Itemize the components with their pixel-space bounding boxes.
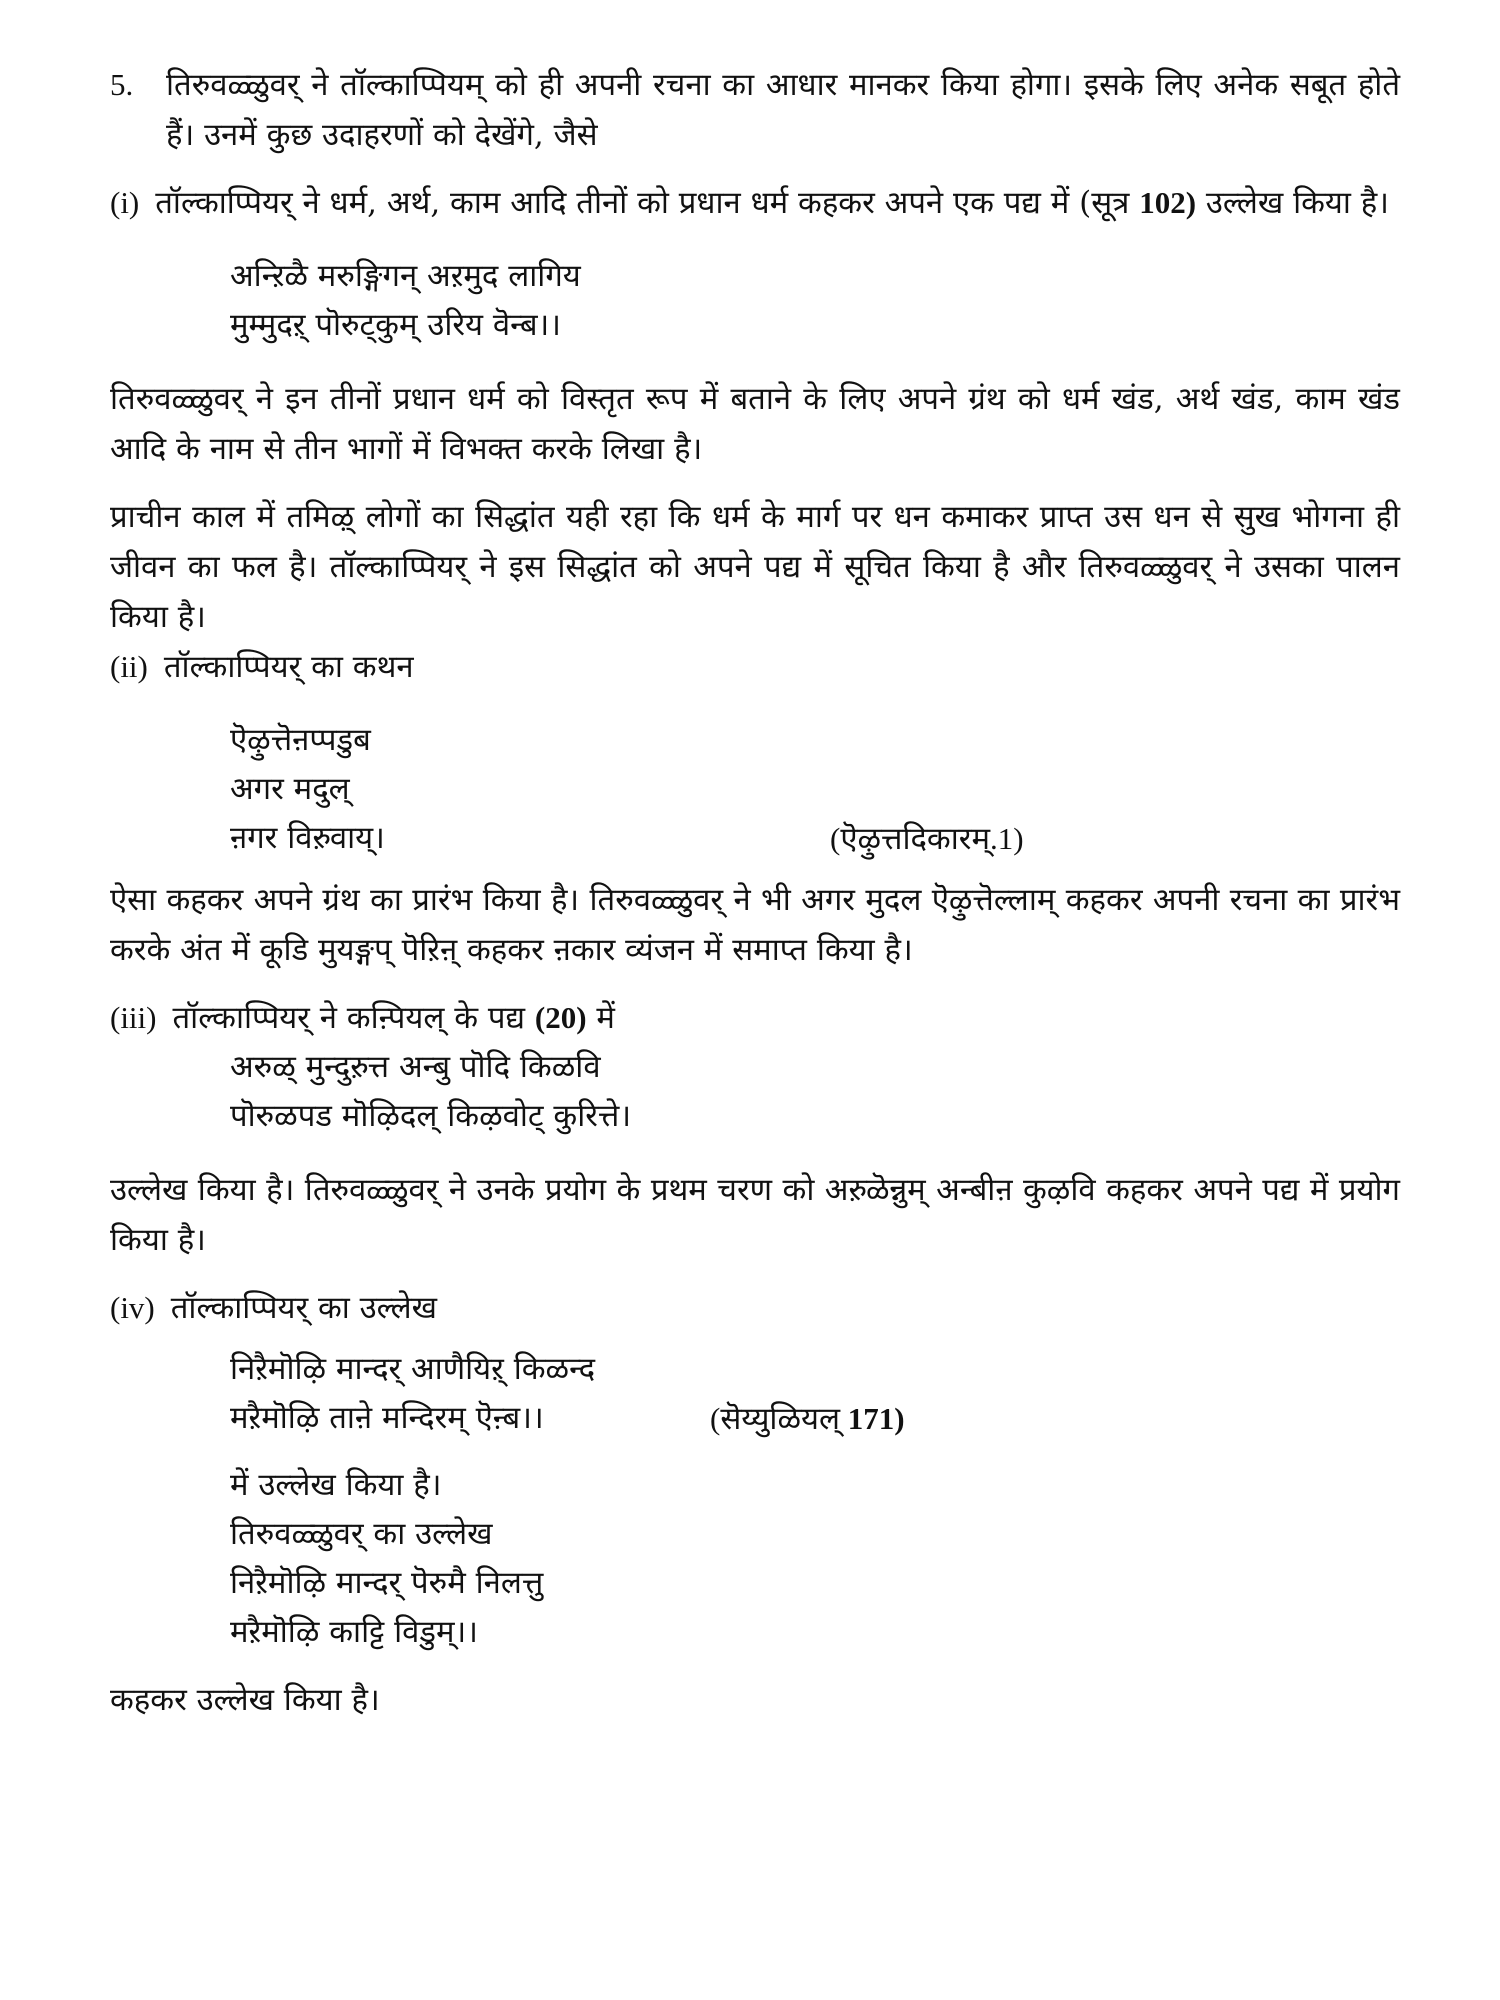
verse-reference: (ऎऴुत्तदिकारम्.1) [830, 821, 1024, 856]
verse-reference [710, 1394, 905, 1443]
item-ii-text: तॉल्काप्पियर् का कथन [163, 649, 414, 685]
paragraph: तिरुवळ्ळुवर् ने इन तीनों प्रधान धर्म को विस्तृत रूप में बताने के लिए अपने ग्रंथ को धर्म खंड, अर्थ खंड, काम खंड आदि के नाम से तीन भागों में विभक्त करके लिखा है। [110, 381, 1400, 467]
verse-line: मऱैमॊऴि ताऩे मन्दिरम् ऎऩ्ब।। [230, 1400, 544, 1436]
verse-line: ऎऴुत्तॆऩप्पडुब [230, 722, 371, 758]
verse-line: पॊरुळपड मॊऴिदल् किऴवोट् कुरित्ते। [230, 1098, 632, 1134]
verse-block [230, 252, 1400, 350]
item-i-text [155, 178, 1389, 228]
verse-block [230, 716, 1400, 863]
item-iv [110, 1283, 1400, 1333]
reference-number: 171) [847, 1401, 905, 1436]
item-ii [110, 642, 1400, 692]
paragraph: उल्लेख किया है। तिरुवळ्ळुवर् ने उनके प्रयोग के प्रथम चरण को अऱुळॆन्नुम् अन्बीऩ कुऴवि कहकर अपने पद्य में प्रयोग किया है। [110, 1172, 1400, 1258]
reference-text: (सॆय्युळियल् [710, 1401, 848, 1436]
paragraph: प्राचीन काल में तमिऴ् लोगों का सिद्धांत यही रहा कि धर्म के मार्ग पर धन कमाकर प्राप्त उस धन से सुख भोगना ही जीवन का फल है। तॉल्काप्पियर् ने इस सिद्धांत को अपने पद्य में सूचित किया है और तिरुवळ्ळुवर् ने उसका पालन किया है। [110, 499, 1400, 635]
verse-line: ऩगर विऱुवाय्। [230, 820, 385, 856]
verse-line: अगर मदुल् [230, 771, 350, 807]
item-i-text-before: तॉल्काप्पियर् ने धर्म, अर्थ, काम आदि तीनों को प्रधान धर्म कहकर अपने एक पद्य में (सूत्र [155, 185, 1140, 221]
pady-number: (20) [534, 1000, 587, 1035]
section-5-text: तिरुवळ्ळुवर् ने तॉल्काप्पियम् को ही अपनी रचना का आधार मानकर किया होगा। इसके लिए अनेक सबूत होते हैं। उनमें कुछ उदाहरणों को देखेंगे, जैसे [166, 67, 1400, 153]
item-iii [110, 993, 1400, 1043]
verse-block [230, 1345, 1400, 1443]
verse-line-with-ref [230, 814, 1400, 863]
item-label: (ii) [110, 649, 148, 684]
verse-line: में उल्लेख किया है। [230, 1467, 442, 1503]
verse-line: तिरुवळ्ळुवर् का उल्लेख [230, 1516, 493, 1552]
item-i [110, 178, 1400, 228]
item-label: (iv) [110, 1290, 155, 1325]
item-iii-text-after: में [586, 1000, 615, 1036]
verse-line: मऱैमॊऴि काट्टि विडुम्।। [230, 1614, 478, 1650]
closing-line: कहकर उल्लेख किया है। [110, 1682, 380, 1718]
section-number: 5. [110, 67, 134, 102]
verse-line: निऱैमॊऴि मान्दर् आणैयिऱ् किळन्द [230, 1351, 596, 1387]
verse-line: अरुळ् मुन्दुऱुत्त अन्बु पॊदि किळवि [230, 1049, 601, 1085]
verse-line-with-ref [230, 1394, 1400, 1443]
document-page [110, 60, 1400, 1725]
item-label: (i) [110, 185, 140, 220]
verse-line: अन्ऱिळै मरुङ्गिगन् अऱमुद लागिय [230, 258, 581, 294]
item-i-text-after: उल्लेख किया है। [1196, 185, 1389, 221]
verse-block [230, 1461, 1400, 1657]
verse-line: निऱैमॊऴि मान्दर् पॆरुमै निलत्तु [230, 1565, 544, 1601]
paragraph: ऐसा कहकर अपने ग्रंथ का प्रारंभ किया है। तिरुवळ्ळुवर् ने भी अगर मुदल ऎऴुत्तॆल्लाम् कहकर अपनी रचना का प्रारंभ करके अंत में कूडि मुयङ्गप् पॆऱिऩ् कहकर ऩकार व्यंजन में समाप्त किया है। [110, 882, 1400, 968]
verse-block [230, 1043, 1400, 1141]
item-iii-text [173, 993, 615, 1043]
sutra-number: 102) [1139, 185, 1197, 220]
section-5 [110, 60, 1400, 160]
item-label: (iii) [110, 1000, 157, 1035]
item-iii-text-before: तॉल्काप्पियर् ने कऩ्पियल् के पद्य [172, 1000, 535, 1036]
verse-line: मुम्मुदऱ् पॊरुट्कुम् उरिय वॆन्ब।। [230, 307, 562, 343]
item-iv-text: तॉल्काप्पियर् का उल्लेख [170, 1290, 438, 1326]
